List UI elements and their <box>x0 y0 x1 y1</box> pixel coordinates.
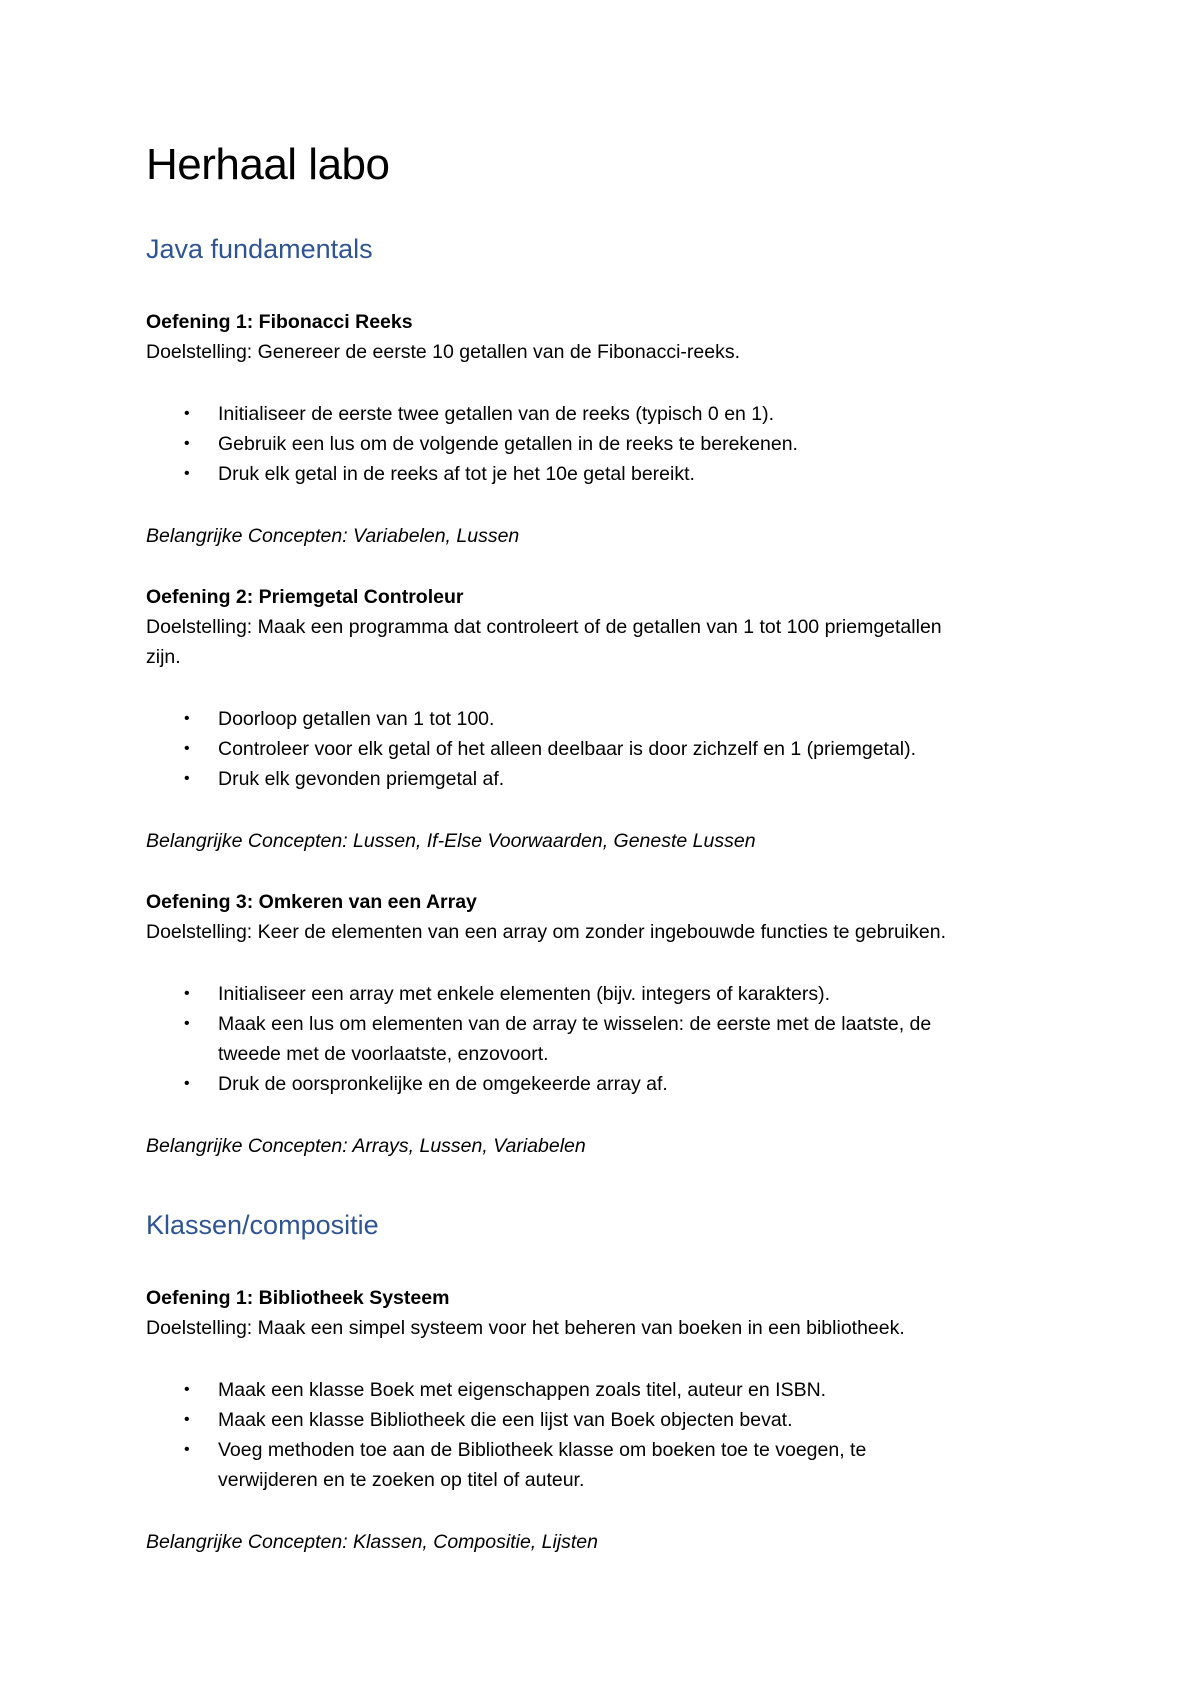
bullet-icon: • <box>184 1381 190 1398</box>
bullet-icon: • <box>184 985 190 1002</box>
exercise-goal: Doelstelling: Genereer de eerste 10 getallen van de Fibonacci-reeks. <box>146 341 741 363</box>
list-item: • Maak een klasse Bibliotheek die een lijst van Boek objecten bevat. <box>146 1405 966 1435</box>
bullet-icon: • <box>184 1075 190 1092</box>
list-item: • Doorloop getallen van 1 tot 100. <box>146 704 1086 734</box>
bullet-list <box>146 704 1086 794</box>
document-title: Herhaal labo <box>146 140 390 189</box>
exercise-goal: Doelstelling: Maak een programma dat controleert of de getallen van 1 tot 100 priemgetallen zijn. <box>146 616 942 668</box>
bullet-list <box>146 979 966 1099</box>
bullet-icon: • <box>184 710 190 727</box>
section-heading: Java fundamentals <box>146 234 373 264</box>
list-item: • Druk elk gevonden priemgetal af. <box>146 764 1086 794</box>
bullet-icon: • <box>184 740 190 757</box>
bullet-icon: • <box>184 465 190 482</box>
list-item: • Controleer voor elk getal of het alleen deelbaar is door zichzelf en 1 (priemgetal). <box>146 734 1086 764</box>
key-concepts: Belangrijke Concepten: Variabelen, Lussen <box>146 525 520 547</box>
exercise-block <box>146 307 1086 367</box>
bullet-icon: • <box>184 435 190 452</box>
list-item: • Druk de oorspronkelijke en de omgekeerde array af. <box>146 1069 966 1099</box>
bullet-list <box>146 399 1086 489</box>
list-item: • Maak een klasse Boek met eigenschappen zoals titel, auteur en ISBN. <box>146 1375 966 1405</box>
key-concepts: Belangrijke Concepten: Lussen, If-Else Voorwaarden, Geneste Lussen <box>146 830 756 852</box>
exercise-title: Oefening 3: Omkeren van een Array <box>146 891 477 913</box>
key-concepts: Belangrijke Concepten: Arrays, Lussen, Variabelen <box>146 1135 586 1157</box>
bullet-icon: • <box>184 1441 190 1458</box>
exercise-block <box>146 1283 1086 1343</box>
list-item: • Initialiseer de eerste twee getallen van de reeks (typisch 0 en 1). <box>146 399 1086 429</box>
bullet-list <box>146 1375 966 1495</box>
exercise-block <box>146 887 1086 947</box>
exercise-goal: Doelstelling: Maak een simpel systeem voor het beheren van boeken in een bibliotheek. <box>146 1317 905 1339</box>
exercise-block <box>146 582 1086 672</box>
list-item: • Druk elk getal in de reeks af tot je het 10e getal bereikt. <box>146 459 1086 489</box>
exercise-title: Oefening 1: Fibonacci Reeks <box>146 311 413 333</box>
list-item: • Initialiseer een array met enkele elementen (bijv. integers of karakters). <box>146 979 966 1009</box>
exercise-title: Oefening 2: Priemgetal Controleur <box>146 586 464 608</box>
list-item: • Voeg methoden toe aan de Bibliotheek klasse om boeken toe te voegen, te verwijderen en te zoeken op titel of auteur. <box>146 1435 966 1495</box>
key-concepts: Belangrijke Concepten: Klassen, Compositie, Lijsten <box>146 1531 598 1553</box>
section-heading: Klassen/compositie <box>146 1210 379 1240</box>
list-item: • Maak een lus om elementen van de array te wisselen: de eerste met de laatste, de tweede met de voorlaatste, enzovoort. <box>146 1009 966 1069</box>
bullet-icon: • <box>184 1411 190 1428</box>
bullet-icon: • <box>184 405 190 422</box>
list-item: • Gebruik een lus om de volgende getallen in de reeks te berekenen. <box>146 429 1086 459</box>
exercise-goal: Doelstelling: Keer de elementen van een array om zonder ingebouwde functies te gebruiken. <box>146 921 946 943</box>
bullet-icon: • <box>184 1015 190 1032</box>
exercise-title: Oefening 1: Bibliotheek Systeem <box>146 1287 450 1309</box>
bullet-icon: • <box>184 770 190 787</box>
